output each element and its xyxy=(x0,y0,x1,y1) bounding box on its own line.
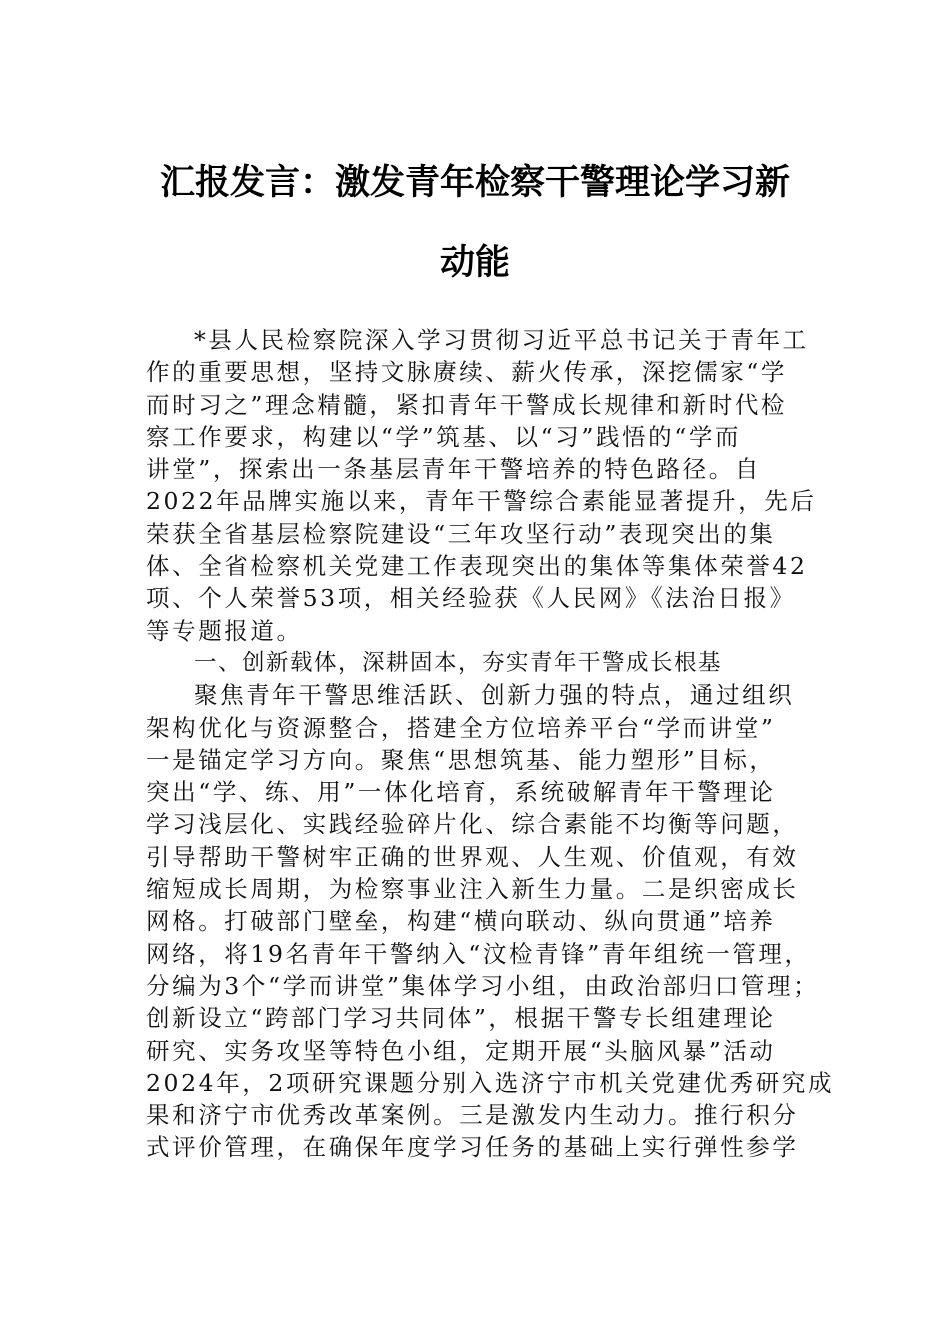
paragraph-line: 架构优化与资源整合，搭建全方位培养平台“学而讲堂” xyxy=(146,713,776,742)
paragraph-line: 学习浅层化、实践经验碎片化、综合素能不均衡等问题， xyxy=(146,810,799,839)
paragraph-line: 网络，将19名青年干警纳入“汶检青锋”青年组统一管理， xyxy=(146,939,811,968)
paragraph-line: 2022年品牌实施以来，青年干警综合素能显著提升，先后 xyxy=(146,487,817,516)
paragraph-line: 式评价管理，在确保年度学习任务的基础上实行弹性参学 xyxy=(146,1133,799,1162)
paragraph-line: 荣获全省基层检察院建设“三年攻坚行动”表现突出的集 xyxy=(146,519,776,548)
paragraph-line: 突出“学、练、用”一体化培育，系统破解青年干警理论 xyxy=(146,778,776,807)
paragraph-line: *县人民检察院深入学习贯彻习近平总书记关于青年工 xyxy=(194,326,809,354)
paragraph-line: 创新设立“跨部门学习共同体”，根据干警专长组建理论 xyxy=(146,1004,776,1033)
title-line-2: 动能 xyxy=(439,242,510,283)
paragraph-line: 分编为3个“学而讲堂”集体学习小组，由政治部归口管理； xyxy=(146,971,820,1000)
section-heading: 一、创新载体，深耕固本，夯实青年干警成长根基 xyxy=(194,649,723,676)
paragraph-line: 2024年，2项研究课题分别入选济宁市机关党建优秀研究成 xyxy=(146,1068,835,1097)
paragraph-line: 讲堂”，探索出一条基层青年干警培养的特色路径。自 xyxy=(146,455,761,484)
paragraph-line: 缩短成长周期，为检察事业注入新生力量。二是织密成长 xyxy=(146,875,799,904)
paragraph-line: 引导帮助干警树牢正确的世界观、人生观、价值观，有效 xyxy=(146,842,799,871)
paragraph-line: 果和济宁市优秀改革案例。三是激发内生动力。推行积分 xyxy=(146,1101,799,1130)
paragraph-line: 聚焦青年干警思维活跃、创新力强的特点，通过组织 xyxy=(194,681,795,710)
paragraph-line: 网格。打破部门壁垒，构建“横向联动、纵向贯通”培养 xyxy=(146,907,776,936)
paragraph-line: 察工作要求，构建以“学”筑基、以“习”践悟的“学而 xyxy=(146,422,742,451)
document-title xyxy=(120,143,830,303)
paragraph-line: 体、全省检察机关党建工作表现突出的集体等集体荣誉42 xyxy=(146,552,808,581)
paragraph-line: 项、个人荣誉53项，相关经验获《人民网》《法治日报》 xyxy=(146,584,796,613)
paragraph-line: 一是锚定学习方向。聚焦“思想筑基、能力塑形”目标， xyxy=(146,745,776,774)
title-line-1: 汇报发言：激发青年检察干警理论学习新 xyxy=(159,162,790,203)
paragraph-line: 等专题报道。 xyxy=(146,616,303,645)
document-body xyxy=(146,324,835,1164)
paragraph-line: 研究、实务攻坚等特色小组，定期开展“头脑风暴”活动 xyxy=(146,1036,776,1065)
paragraph-line: 作的重要思想，坚持文脉赓续、薪火传承，深挖儒家“学 xyxy=(146,358,788,387)
paragraph-line: 而时习之”理念精髓，紧扣青年干警成长规律和新时代检 xyxy=(146,390,788,419)
